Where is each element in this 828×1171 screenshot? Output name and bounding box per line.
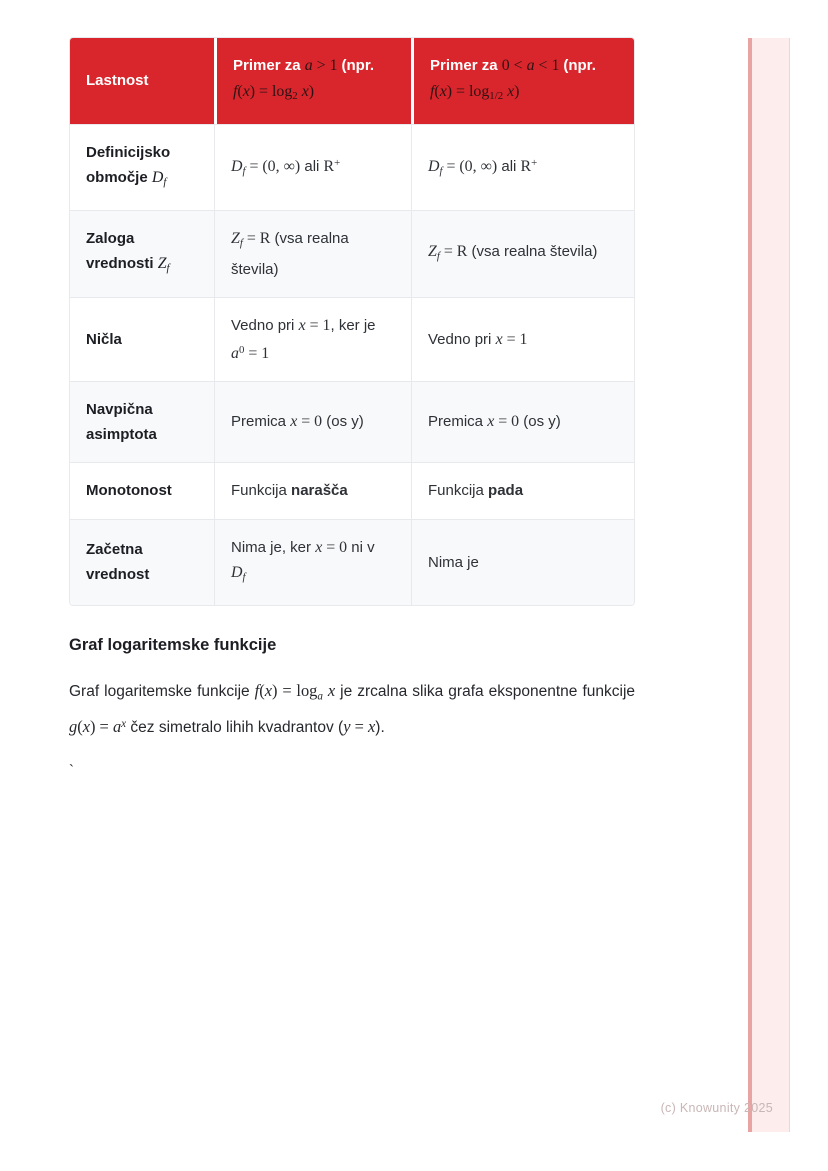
header-cell-primer-a-lt-1	[411, 38, 634, 124]
table-row-definicijsko-obmocje	[70, 124, 634, 210]
row-label-cell	[70, 298, 214, 381]
copyright-text: (c) Knowunity 2025	[660, 1101, 773, 1115]
cell-text: Premica x = 0 (os y)	[231, 413, 364, 431]
header-cell-text: Primer za 0 < a < 1 (npr. $f(x) = \log_{1/2} x$)	[430, 57, 596, 103]
section-heading: Graf logaritemske funkcije	[69, 635, 277, 654]
row-label-text: Ničla	[86, 330, 122, 348]
table-cell	[214, 520, 411, 605]
row-label-cell	[70, 211, 214, 296]
row-label-text: Definicijsko območje $D_f$	[86, 144, 171, 189]
table-cell	[214, 463, 411, 519]
table-cell	[214, 125, 411, 210]
document-content	[69, 37, 635, 779]
table-cell	[411, 463, 634, 519]
row-label-text: Začetna vrednost	[86, 541, 150, 584]
header-cell-primer-a-gt-1	[214, 38, 411, 124]
row-label-cell	[70, 125, 214, 210]
table-row-zaloga-vrednosti	[70, 210, 634, 296]
row-label-cell	[70, 520, 214, 605]
table-row-navpicna-asimptota	[70, 381, 634, 462]
cell-text: Nima je, ker x = 0 ni v $D_f$	[231, 538, 375, 583]
table-cell	[214, 382, 411, 462]
row-label-text: Zaloga vrednosti $Z_f$	[86, 230, 170, 275]
cell-text: Premica x = 0 (os y)	[428, 413, 561, 431]
cell-text: Funkcija pada	[428, 482, 524, 500]
body-paragraph: Graf logaritemske funkcije $f(x) = \log_a x$ je zrcalna slika grafa eksponentne funkcije $g(x) = a^x$ čez simetralo lihih kvadrantov (y = x).	[69, 680, 636, 737]
stray-backtick: `	[69, 762, 74, 780]
table-cell	[411, 520, 634, 605]
table-cell	[411, 382, 634, 462]
cell-text: $D_f = (0$, ∞) ali R+	[428, 157, 538, 178]
table-row-monotonost	[70, 462, 634, 519]
row-label-text: Navpična asimptota	[86, 400, 157, 443]
table-row-nicla	[70, 297, 634, 381]
header-cell-text: Lastnost	[86, 72, 149, 90]
row-label-cell	[70, 382, 214, 462]
cell-text: Vedno pri x = 1	[428, 330, 528, 348]
cell-text: $Z_f = R$ (vsa realna števila)	[231, 230, 349, 278]
row-label-cell	[70, 463, 214, 519]
table-cell	[214, 298, 411, 381]
cell-text: Funkcija narašča	[231, 482, 348, 500]
table-cell	[411, 125, 634, 210]
log-function-properties-table	[69, 37, 635, 606]
cell-text: $D_f = (0$, ∞) ali R+	[231, 157, 341, 178]
cell-text: $Z_f = R$ (vsa realna števila)	[428, 242, 598, 263]
table-cell	[214, 211, 411, 296]
header-cell-text: Primer za a > 1 (npr. $f(x) = \log_2 x$)	[233, 57, 374, 103]
table-cell	[411, 211, 634, 296]
header-cell-lastnost	[70, 38, 214, 124]
table-header-row	[70, 38, 634, 124]
table-row-zacetna-vrednost	[70, 519, 634, 605]
table-cell	[411, 298, 634, 381]
row-label-text: Monotonost	[86, 482, 172, 500]
right-margin-stripe	[748, 38, 790, 1132]
cell-text: Vedno pri x = 1, ker je $a^0 = 1$	[231, 316, 376, 362]
cell-text: Nima je	[428, 553, 479, 571]
